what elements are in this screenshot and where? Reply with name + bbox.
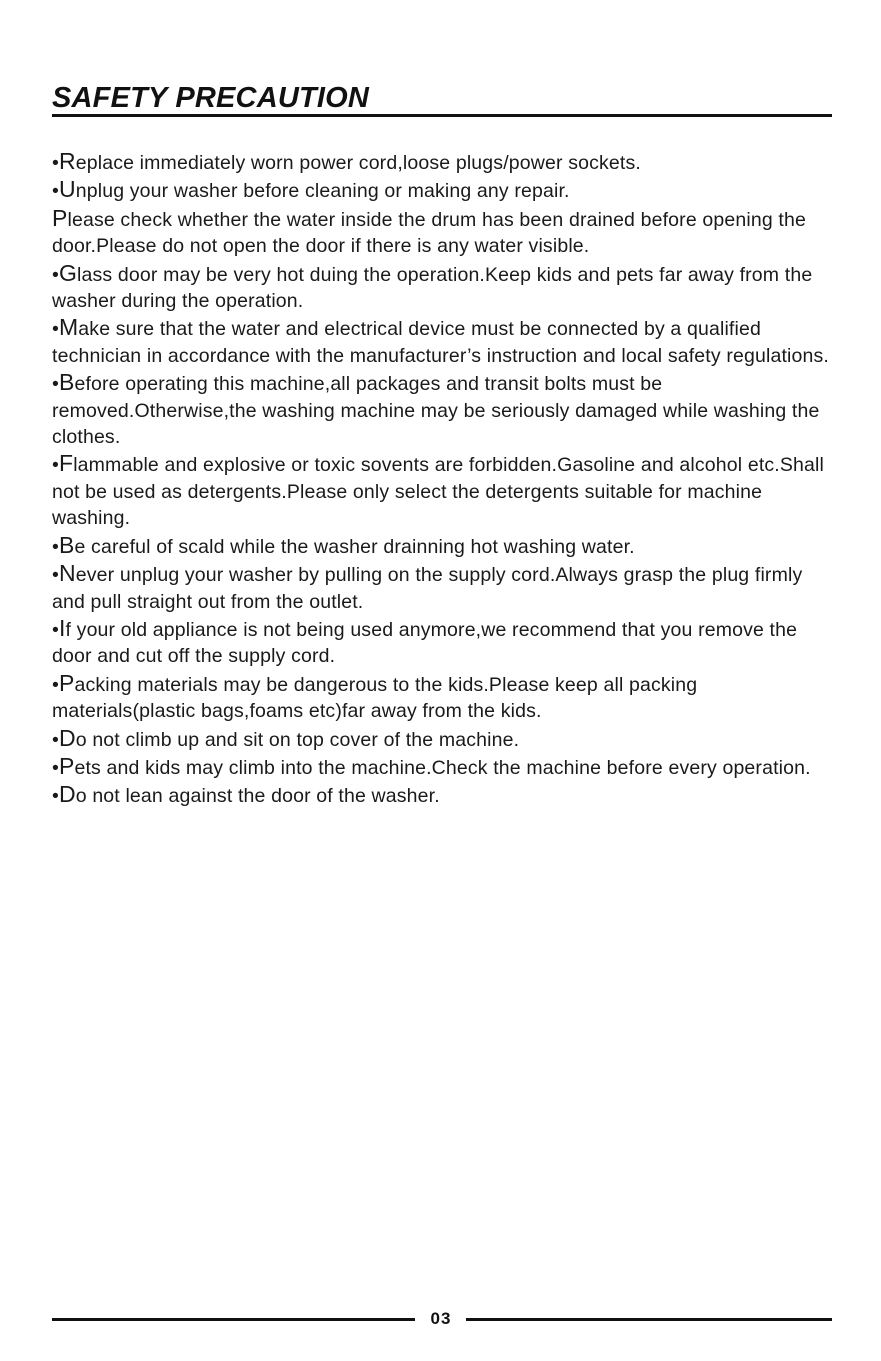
bullet: • <box>52 152 59 174</box>
bullet: • <box>52 263 59 286</box>
bullet: • <box>52 535 59 558</box>
item-initial: P <box>58 669 75 696</box>
bullet: • <box>52 318 59 341</box>
item-initial: G <box>58 259 78 286</box>
bullet: • <box>52 180 59 203</box>
safety-item <box>52 314 837 369</box>
safety-item <box>52 560 837 615</box>
item-initial: D <box>58 781 76 808</box>
item-text: ets and kids may climb into the machine.Check the machine before every operation. <box>74 756 811 779</box>
item-initial: U <box>58 176 76 203</box>
safety-item <box>52 369 837 450</box>
item-text: e careful of scald while the washer drainning hot washing water. <box>74 535 635 558</box>
item-initial: P <box>52 204 68 231</box>
item-text: ever unplug your washer by pulling on the supply cord.Always grasp the plug firmly and pull straight out from the outlet. <box>52 564 803 613</box>
bullet: • <box>52 373 59 396</box>
item-initial: B <box>58 531 75 558</box>
item-initial: B <box>58 369 75 396</box>
item-text: o not lean against the door of the washer. <box>75 785 440 808</box>
item-initial: M <box>58 314 79 341</box>
item-initial: R <box>58 148 76 174</box>
safety-item <box>52 260 837 315</box>
bullet: • <box>52 728 59 751</box>
item-text: lass door may be very hot duing the operation.Keep kids and pets far away from the washer during the operation. <box>52 263 813 313</box>
item-text: f your old appliance is not being used anymore,we recommend that you remove the door and cut off the supply cord. <box>52 618 798 668</box>
item-initial: F <box>58 450 74 477</box>
item-text: lease check whether the water inside the drum has been drained before opening the door.Please do not open the door if there is any water visible. <box>52 208 806 258</box>
page-title: SAFETY PRECAUTION <box>52 82 370 114</box>
item-initial: P <box>58 752 75 779</box>
item-text: o not climb up and sit on top cover of the machine. <box>75 728 520 751</box>
bullet: • <box>52 785 59 808</box>
safety-item <box>52 532 837 560</box>
bullet: • <box>52 564 59 587</box>
item-text: nplug your washer before cleaning or making any repair. <box>75 180 570 203</box>
safety-item <box>52 753 837 781</box>
safety-item <box>52 670 837 725</box>
safety-item <box>52 781 837 809</box>
page-footer <box>52 1307 832 1331</box>
item-text: ake sure that the water and electrical device must be connected by a qualified technician in accordance with the manufacturer’s instruction and local safety regulations. <box>52 318 829 367</box>
item-initial: N <box>58 560 76 587</box>
page-header <box>52 80 832 116</box>
safety-item <box>52 176 837 204</box>
item-initial: I <box>58 614 66 641</box>
item-initial: D <box>58 724 76 751</box>
title-underline <box>52 114 832 117</box>
item-text: efore operating this machine,all packages and transit bolts must be removed.Otherwise,the washing machine may be seriously damaged while washing the clothes. <box>52 373 820 449</box>
footer-rule-right <box>466 1318 832 1321</box>
bullet: • <box>52 618 59 641</box>
bullet: • <box>52 756 59 779</box>
bullet: • <box>52 673 59 696</box>
safety-item <box>52 148 837 176</box>
safety-list <box>52 148 837 810</box>
safety-item <box>52 725 837 753</box>
item-text: lammable and explosive or toxic sovents are forbidden.Gasoline and alcohol etc.Shall not be used as detergents.Please only select the detergents suitable for machine washing. <box>52 454 824 530</box>
bullet: • <box>52 454 59 477</box>
footer-rule-left <box>52 1318 415 1321</box>
safety-item <box>52 615 837 670</box>
page-number: 03 <box>430 1309 452 1328</box>
item-text: eplace immediately worn power cord,loose plugs/power sockets. <box>75 152 641 174</box>
safety-item <box>52 205 837 260</box>
safety-item <box>52 450 837 531</box>
item-text: acking materials may be dangerous to the kids.Please keep all packing materials(plastic bags,foams etc)far away from the kids. <box>52 673 698 723</box>
